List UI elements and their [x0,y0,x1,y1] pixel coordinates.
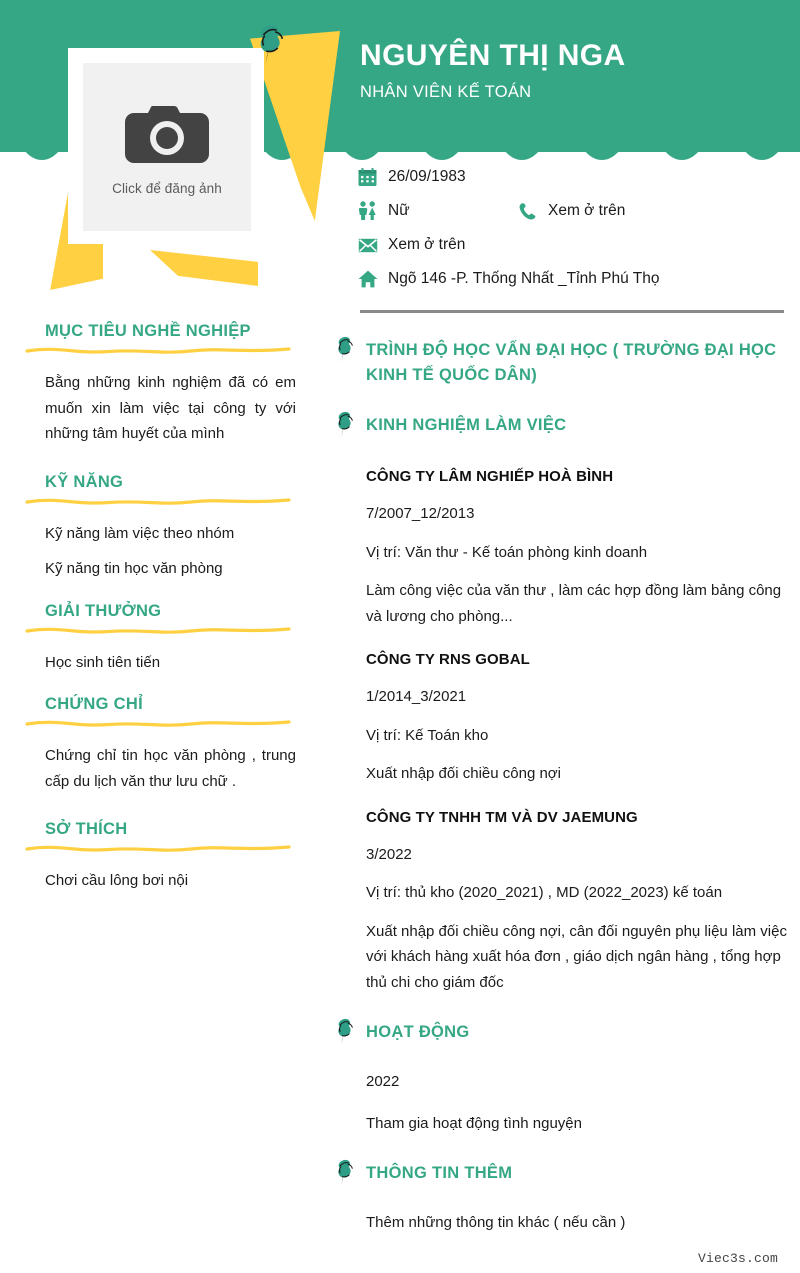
wave-underline [25,345,291,356]
job-entry [366,466,800,629]
camera-icon [125,99,209,170]
pushpin-icon [330,1017,366,1053]
job-position: Vị trí: Văn thư - Kế toán phòng kinh doanh [366,543,648,561]
right-column [330,160,800,1236]
gender-icon [358,201,388,221]
list-item: Chơi cầu lông bơi nội [45,872,189,889]
pushpin-icon [330,410,366,446]
photo-placeholder[interactable] [83,63,251,231]
job-company: CÔNG TY RNS GOBAL [366,651,530,668]
contact-phone: Xem ở trên [548,202,626,219]
section-title-activity: HOẠT ĐỘNG [366,1023,470,1041]
pushpin-icon [248,24,294,75]
contact-row-gender-phone [358,194,800,228]
section-title-experience: KINH NGHIỆM LÀM VIỆC [366,416,567,434]
contact-email: Xem ở trên [388,236,466,253]
pushpin-icon [330,335,366,371]
decor-yellow-wedge-bottom [150,250,258,286]
job-description: Làm công việc của văn thư , làm các hợp đồng làm bảng công và lương cho phòng... [366,582,782,625]
contact-address: Ngõ 146 -P. Thống Nhất _Tỉnh Phú Thọ [388,270,660,287]
job-description: Xuất nhập đối chiều công nợi, cân đối nguyên phụ liệu làm việc với khách hàng xuất hóa đơn , giáo dịch ngân hàng , tổng hợp thủ chi cho giám đốc [366,922,787,991]
section-title-awards: GIẢI THƯỞNG [45,601,162,620]
job-company: CÔNG TY LÂM NGHIẾP HOÀ BÌNH [366,468,614,485]
pushpin-icon [330,1158,366,1194]
more-info-description: Thêm những thông tin khác ( nếu cần ) [366,1214,626,1231]
job-entry [366,649,800,787]
header-name-block [360,38,780,103]
list-item: Học sinh tiên tiến [45,653,161,671]
wave-underline [25,718,291,729]
job-period: 3/2022 [366,845,412,863]
section-education [330,335,800,388]
wave-underline [25,843,291,854]
job-position: Vị trí: Kế Toán kho [366,726,489,744]
section-title-more-info: THÔNG TIN THÊM [366,1164,513,1182]
job-position: Vị trí: thủ kho (2020_2021) , MD (2022_2023) kế toán [366,884,723,901]
phone-icon [518,202,548,221]
contact-divider [360,310,784,313]
section-title-skills: KỸ NĂNG [45,472,124,491]
contact-phone-group [518,201,625,221]
job-description: Xuất nhập đối chiều công nợi [366,765,561,782]
section-hobbies [0,818,310,894]
job-period: 1/2014_3/2021 [366,688,467,705]
section-title-objective: MỤC TIÊU NGHỀ NGHIỆP [45,322,251,340]
section-experience [330,410,800,446]
objective-text: Bằng những kinh nghiệm đã có em muốn xin làm việc tại công ty với những tâm huyết của mình [45,374,296,442]
list-item: Kỹ năng tin học văn phòng [45,560,223,577]
job-title: NHÂN VIÊN KẾ TOÁN [360,83,532,101]
section-skills [0,471,310,582]
section-certificates [0,693,310,794]
contact-row-birthdate [358,160,800,194]
left-column [0,320,310,894]
section-more-info [330,1158,800,1194]
section-objective [0,320,310,447]
experience-list [330,466,800,995]
calendar-icon [358,168,388,187]
photo-upload-label: Click để đăng ảnh [112,180,222,196]
contact-birthdate: 26/09/1983 [388,168,466,185]
more-info-body [330,1210,800,1236]
job-company: CÔNG TY TNHH TM VÀ DV JAEMUNG [366,808,638,826]
section-title-education: TRÌNH ĐỘ HỌC VẤN ĐẠI HỌC ( TRƯỜNG ĐẠI HỌC KINH TẾ QUỐC DÂN) [366,341,777,384]
activity-year: 2022 [366,1073,400,1090]
section-activity [330,1017,800,1053]
list-item: Kỹ năng làm việc theo nhóm [45,524,235,542]
wave-underline [25,496,291,507]
wave-underline [25,625,291,636]
contact-gender: Nữ [388,202,410,219]
activity-body [330,1069,800,1136]
section-title-hobbies: SỞ THÍCH [45,820,128,838]
job-entry [366,807,800,996]
page-title: NGUYÊN THỊ NGA [360,39,626,72]
photo-upload-area[interactable] [68,48,264,244]
job-period: 7/2007_12/2013 [366,505,475,522]
mail-icon [358,238,388,253]
certificates-text: Chứng chỉ tin học văn phòng , trung cấp du lịch văn thư lưu chữ . [45,747,296,790]
contact-row-address [358,262,800,296]
footer-watermark: Viec3s.com [697,1251,778,1266]
contact-row-email [358,228,800,262]
section-awards [0,600,310,676]
contact-list [330,160,800,296]
section-title-certificates: CHỨNG CHỈ [45,695,143,713]
activity-description: Tham gia hoạt động tình nguyện [366,1114,582,1132]
home-icon [358,270,388,288]
